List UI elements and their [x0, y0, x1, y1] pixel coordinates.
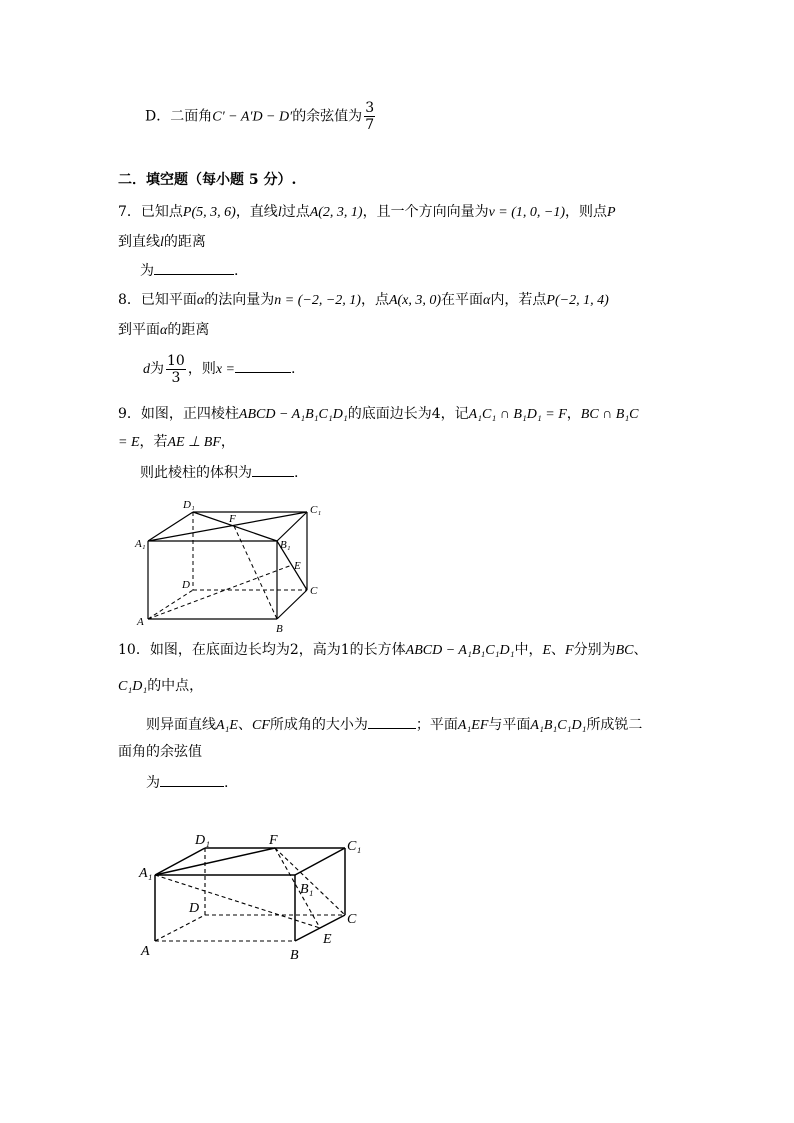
q7-text: ，则点 — [565, 204, 608, 220]
label-d: D — [182, 579, 190, 591]
q10-text: ；平面 — [415, 717, 458, 733]
q9-text: ，记 — [440, 406, 469, 422]
q10-text: 所成角的大小为 — [269, 717, 368, 733]
q10-line1 — [118, 640, 647, 661]
label-f: F — [229, 513, 236, 525]
figure-prism-q9 — [130, 495, 330, 635]
label-c1: C₁ — [310, 504, 322, 516]
q7-line2 — [118, 232, 206, 253]
q7-point-p: P(5, 3, 6) — [182, 205, 236, 220]
q7-point-a: A(2, 3, 1) — [309, 205, 363, 220]
label-b1: B₁ — [280, 539, 291, 551]
q7-text: 过点 — [281, 204, 310, 220]
q8-var-x: x = — [215, 362, 235, 377]
q10-answer-blank-2[interactable] — [160, 772, 224, 787]
q9-perpendicular: AE ⊥ BF — [167, 435, 221, 450]
q7-text: ，且一个方向向量为 — [362, 204, 489, 220]
q10-text: 面角的余弦值 — [118, 744, 202, 760]
q7-vector-v: v = (1, 0, −1) — [488, 205, 566, 220]
q10-line4 — [118, 742, 202, 762]
edge-b-c — [277, 590, 307, 619]
q7-line-l: l — [277, 205, 282, 220]
q10-text: 为 — [146, 775, 160, 791]
q8-line2 — [118, 320, 209, 341]
q7-text: 7．已知点 — [118, 204, 183, 220]
q9-text: 9．如图，正四棱柱 — [118, 406, 239, 422]
label-e: E — [294, 560, 301, 572]
label-c: C — [310, 585, 318, 597]
q8-line1 — [118, 290, 609, 311]
q10-text: 、 — [551, 642, 566, 658]
q10-text: 的中点， — [147, 678, 204, 694]
q10-point-e: E — [542, 643, 552, 658]
q7-text: ，直线 — [235, 204, 278, 220]
q10-line5 — [146, 772, 228, 793]
fraction-numerator: 3 — [365, 100, 375, 116]
q10-text: 中， — [514, 642, 543, 658]
q10-line2 — [118, 676, 203, 697]
fraction-denominator: 7 — [365, 117, 375, 133]
q10-segment-bc: BC — [615, 643, 634, 658]
q10-segment-cf: CF — [251, 718, 270, 733]
q8-text: 为 — [150, 361, 164, 377]
edge-c1-b1 — [295, 848, 345, 875]
q9-relation: = E — [118, 435, 140, 450]
q8-alpha: α — [483, 293, 491, 308]
q10-text: 10．如图，在底面边长均为 — [118, 642, 290, 658]
q7-line-l: l — [160, 235, 164, 250]
q10-text: 所成锐二 — [586, 717, 643, 733]
q10-segment-a1e: A₁E — [216, 718, 238, 733]
label-f: F — [269, 833, 278, 848]
q10-segment-c1d1: C₁D₁ — [118, 679, 148, 694]
q8-text: 到平面 — [118, 322, 160, 338]
q8-text: 8．已知平面 — [118, 292, 197, 308]
q9-prism: ABCD − A₁B₁C₁D₁ — [238, 407, 348, 422]
q8-point-p: P(−2, 1, 4) — [546, 293, 609, 308]
option-d-prefix: D．二面角 — [145, 108, 213, 125]
q8-text: ，则 — [187, 361, 216, 377]
q9-text: 则此棱柱的体积为 — [140, 465, 252, 481]
q9-line1 — [118, 404, 639, 425]
q8-distance-d: d — [143, 362, 150, 377]
q10-text: ，高为 — [298, 642, 341, 658]
option-d — [145, 100, 377, 133]
option-d-fraction — [364, 100, 375, 133]
label-b: B — [290, 948, 299, 963]
label-a: A — [137, 616, 144, 628]
label-a1: A₁ — [135, 538, 146, 550]
option-d-expr: C′ − A′D − D′ — [212, 109, 293, 125]
q9-side: 4 — [431, 406, 441, 422]
option-d-mid: 的余弦值为 — [292, 108, 363, 125]
q7-text: . — [234, 263, 239, 279]
edge-a-d-hidden — [155, 915, 205, 941]
fraction-denominator: 3 — [171, 369, 181, 386]
q10-plane-a1ef: A₁EF — [457, 718, 489, 733]
q10-point-f: F — [565, 643, 574, 658]
q10-text: 、 — [237, 717, 252, 733]
q8-text: 内，若点 — [490, 292, 547, 308]
q8-alpha: α — [196, 293, 205, 308]
q10-answer-blank-1[interactable] — [368, 714, 416, 729]
label-a1: A₁ — [139, 866, 153, 881]
q8-text: . — [291, 361, 296, 377]
q8-text: 的距离 — [167, 322, 210, 338]
q9-text: . — [294, 465, 299, 481]
q9-answer-blank[interactable] — [252, 462, 294, 477]
q10-text: 的长方体 — [349, 642, 406, 658]
q9-line2 — [118, 432, 235, 453]
section-heading: 二．填空题（每小题 5 分）. — [118, 172, 297, 188]
q10-text: 分别为 — [573, 642, 616, 658]
q10-line3 — [146, 714, 642, 736]
edge-a1-d1 — [155, 848, 205, 875]
q8-answer-blank[interactable] — [235, 358, 291, 373]
label-b: B — [276, 623, 283, 635]
q9-relation: A₁C₁ ∩ B₁D₁ = F — [468, 407, 567, 422]
q9-text: ，若 — [139, 434, 168, 450]
q10-text: . — [224, 775, 229, 791]
q8-point-a: A(x, 3, 0) — [388, 293, 442, 308]
q8-line3 — [143, 352, 295, 387]
q8-text: 在平面 — [441, 292, 484, 308]
label-d1: D₁ — [195, 833, 210, 848]
q7-text: 到直线 — [118, 234, 160, 250]
label-e: E — [323, 932, 332, 947]
label-a: A — [141, 944, 150, 959]
fraction-numerator: 10 — [167, 352, 185, 369]
segment-b-f-hidden — [234, 526, 277, 619]
q7-text: 为 — [140, 263, 154, 279]
edge-a-d-hidden — [148, 590, 193, 619]
q8-text: ，点 — [360, 292, 389, 308]
segment-a-e-hidden — [148, 565, 292, 619]
q8-fraction — [166, 353, 186, 386]
segment-a1-f — [155, 848, 275, 875]
q7-line1 — [118, 202, 616, 223]
q10-text: 与平面 — [488, 717, 531, 733]
q10-text: 则异面直线 — [146, 717, 216, 733]
q7-answer-blank[interactable] — [154, 260, 234, 275]
q9-text: ， — [566, 406, 581, 422]
q8-alpha: α — [160, 323, 168, 338]
label-c: C — [347, 912, 357, 927]
q7-text: 的距离 — [163, 234, 206, 250]
q10-height: 1 — [340, 642, 350, 658]
q9-text: 的底面边长为 — [347, 406, 432, 422]
q9-text: ， — [220, 434, 235, 450]
label-b1: B₁ — [300, 882, 314, 897]
q8-text: 的法向量为 — [204, 292, 275, 308]
diag-a1-c1 — [148, 512, 307, 541]
label-c1: C₁ — [347, 839, 362, 854]
q9-line3 — [140, 462, 298, 483]
q9-relation: BC ∩ B₁C — [580, 407, 639, 422]
q10-text: 、 — [633, 642, 648, 658]
label-d1: D₁ — [183, 499, 195, 511]
figure-cuboid-q10 — [135, 825, 375, 965]
q8-vector-n: n = (−2, −2, 1) — [274, 293, 361, 308]
q7-line3 — [140, 260, 238, 281]
q7-point-p: P — [607, 205, 616, 220]
q10-side: 2 — [289, 642, 299, 658]
q10-prism: ABCD − A₁B₁C₁D₁ — [405, 643, 515, 658]
label-d: D — [189, 901, 200, 916]
q10-plane-a1b1c1d1: A₁B₁C₁D₁ — [530, 718, 587, 733]
